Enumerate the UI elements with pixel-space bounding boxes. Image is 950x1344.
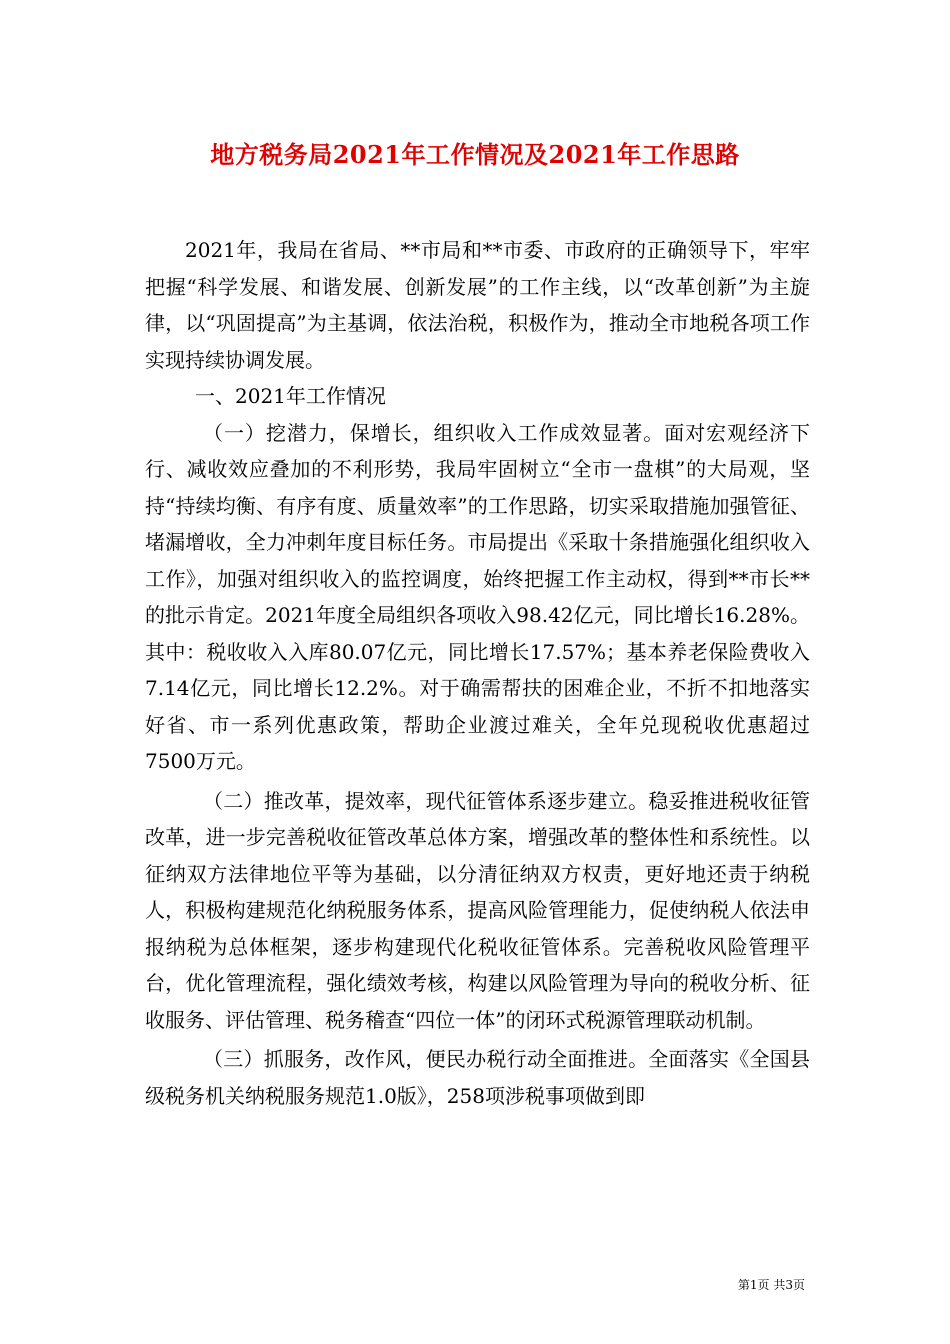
body-paragraph-2: （二）推改革，提效率，现代征管体系逐步建立。稳妥推进税收征管改革，进一步完善税收征管改革总体方案，增强改革的整体性和系统性。以征纳双方法律地位平等为基础，以分清征纳双方权责，更好地还责于纳税人，积极构建规范化纳税服务体系，提高风险管理能力，促使纳税人依法申报纳税为总体框架，逐步构建现代化税收征管体系。完善税收风险管理平台，优化管理流程，强化绩效考核，构建以风险管理为导向的税收分析、征收服务、评估管理、税务稽查“四位一体”的闭环式税源管理联动机制。 [145,788,810,1032]
page-number: 第1页 共3页 [737,1278,805,1292]
section-heading: 一、2021年工作情况 [195,384,386,408]
intro-paragraph: 2021年，我局在省局、**市局和**市委、市政府的正确领导下，牢牢把握“科学发展、和谐发展、创新发展”的工作主线，以“改革创新”为主旋律，以“巩固提高”为主基调，依法治税，积极作为，推动全市地税各项工作实现持续协调发展。 [145,238,810,372]
document-body [145,232,810,1114]
body-paragraph-1: （一）挖潜力，保增长，组织收入工作成效显著。面对宏观经济下行、减收效应叠加的不利形势，我局牢固树立“全市一盘棋”的大局观，坚持“持续均衡、有序有度、质量效率”的工作思路，切实采取措施加强管征、堵漏增收，全力冲刺年度目标任务。市局提出《采取十条措施强化组织收入工作》，加强对组织收入的监控调度，始终把握工作主动权，得到**市长**的批示肯定。2021年度全局组织各项收入98.42亿元，同比增长16.28%。其中：税收收入入库80.07亿元，同比增长17.57%；基本养老保险费收入7.14亿元，同比增长12.2%。对于确需帮扶的困难企业，不折不扣地落实好省、市一系列优惠政策，帮助企业渡过难关，全年兑现税收优惠超过7500万元。 [145,420,810,773]
document-title: 地方税务局2021年工作情况及2021年工作思路 [210,140,740,169]
body-paragraph-3: （三）抓服务，改作风，便民办税行动全面推进。全面落实《全国县级税务机关纳税服务规范1.0版》，258项涉税事项做到即 [145,1047,810,1108]
